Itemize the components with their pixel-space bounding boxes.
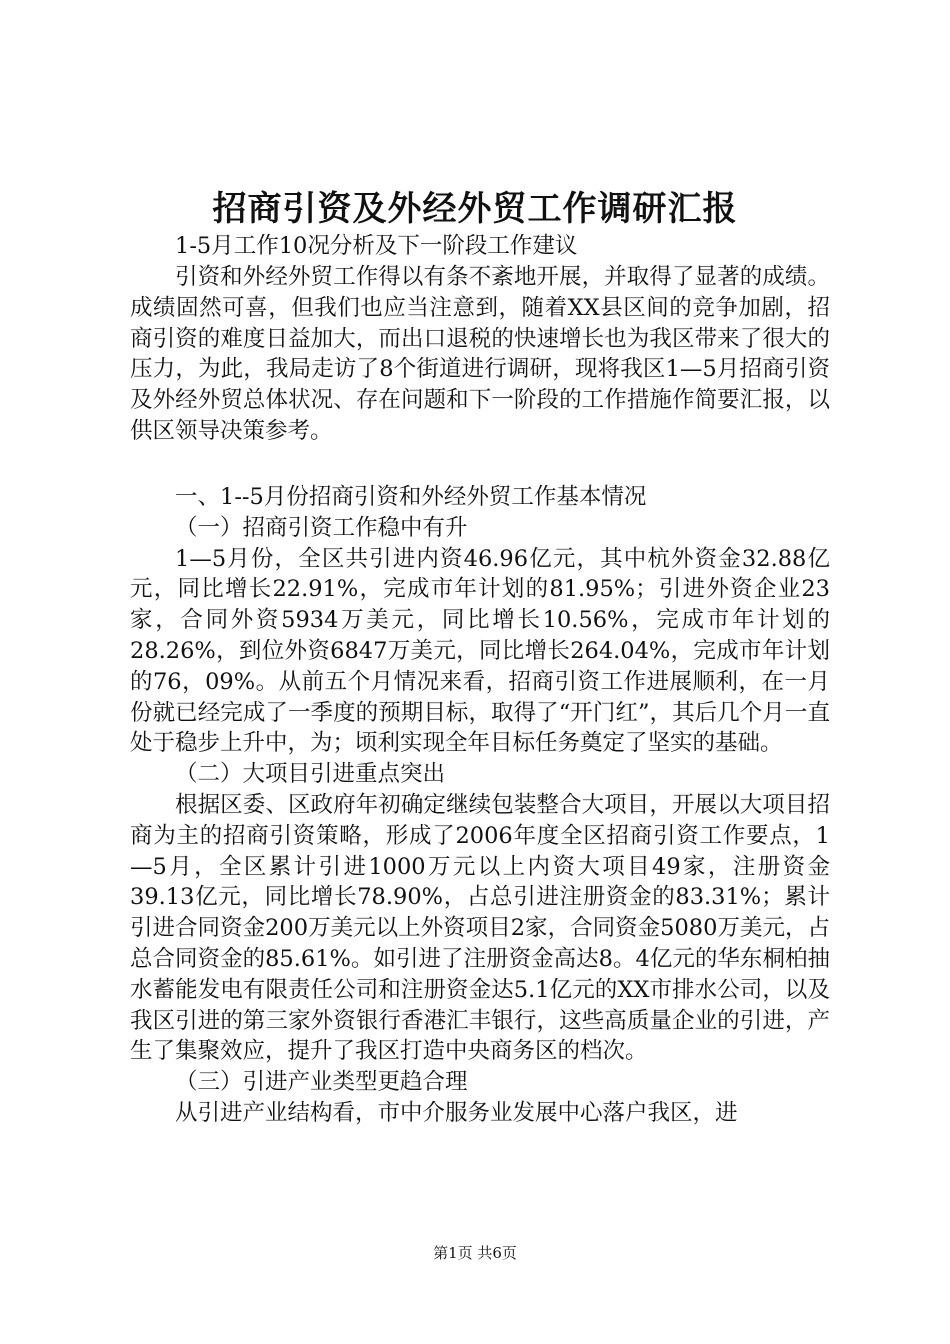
subsection-heading-2: （二）大项目引进重点突出 [175,761,446,788]
document-title: 招商引资及外经外贸工作调研汇报 [212,189,738,229]
page-number: 第1页 共6页 [433,1244,517,1262]
document-subtitle: 1-5月工作10况分析及下一阶段工作建议 [175,233,578,259]
section-heading: 一、1--5月份招商引资和外经外贸工作基本情况 [175,484,647,510]
intro-block [130,262,830,447]
subsection-paragraph-2: 根据区委、区政府年初确定继续包装整合大项目，开展以大项目招商为主的招商引资策略，形成了2006年度全区招商引资工作要点，1—5月，全区累计引进1000万元以上内资大项目49家，注册资金39.13亿元，同比增长78.90%，占总引进注册资金的83.31%；累计引进合同资金200万美元以上外资项目2家，合同资金5080万美元，占总合同资金的85.61%。如引进了注册资金高达8。4亿元的华东桐柏抽水蓄能发电有限责任公司和注册资金达5.1亿元的XX市排水公司，以及我区引进的第三家外资银行香港汇丰银行，这些高质量企业的引进，产生了集聚效应，提升了我区打造中央商务区的档次。 [130,791,830,1065]
subsection-heading-1: （一）招商引资工作稳中有升 [175,514,468,541]
subsection-heading-3: （三）引进产业类型更趋合理 [175,1069,468,1096]
subsection-paragraph-3: 从引进产业结构看，市中介服务业发展中心落户我区，进 [175,1099,738,1126]
subsection-paragraph-1: 1—5月份，全区共引进内资46.96亿元，其中杭外资金32.88亿元，同比增长22.91%，完成市年计划的81.95%；引进外资企业23家，合同外资5934万美元，同比增长10.56%，完成市年计划的28.26%，到位外资6847万美元，同比增长264.04%，完成市年计划的76，09%。从前五个月情况来看，招商引资工作进展顺利，在一月份就已经完成了一季度的预期目标，取得了“开门红”，其后几个月一直处于稳步上升中，为；顷利实现全年目标任务奠定了坚实的基础。 [130,545,830,757]
intro-paragraph: 引资和外经外贸工作得以有条不紊地开展，并取得了显著的成绩。成绩固然可喜，但我们也应当注意到，随着XX县区间的竞争加剧，招商引资的难度日益加大，而出口退税的快速增长也为我区带来了很大的压力，为此，我局走访了8个街道进行调研，现将我区1—5月招商引资及外经外贸总体状况、存在问题和下一阶段的工作措施作简要汇报，以供区领导决策参考。 [130,264,830,444]
section-block [130,482,830,1129]
